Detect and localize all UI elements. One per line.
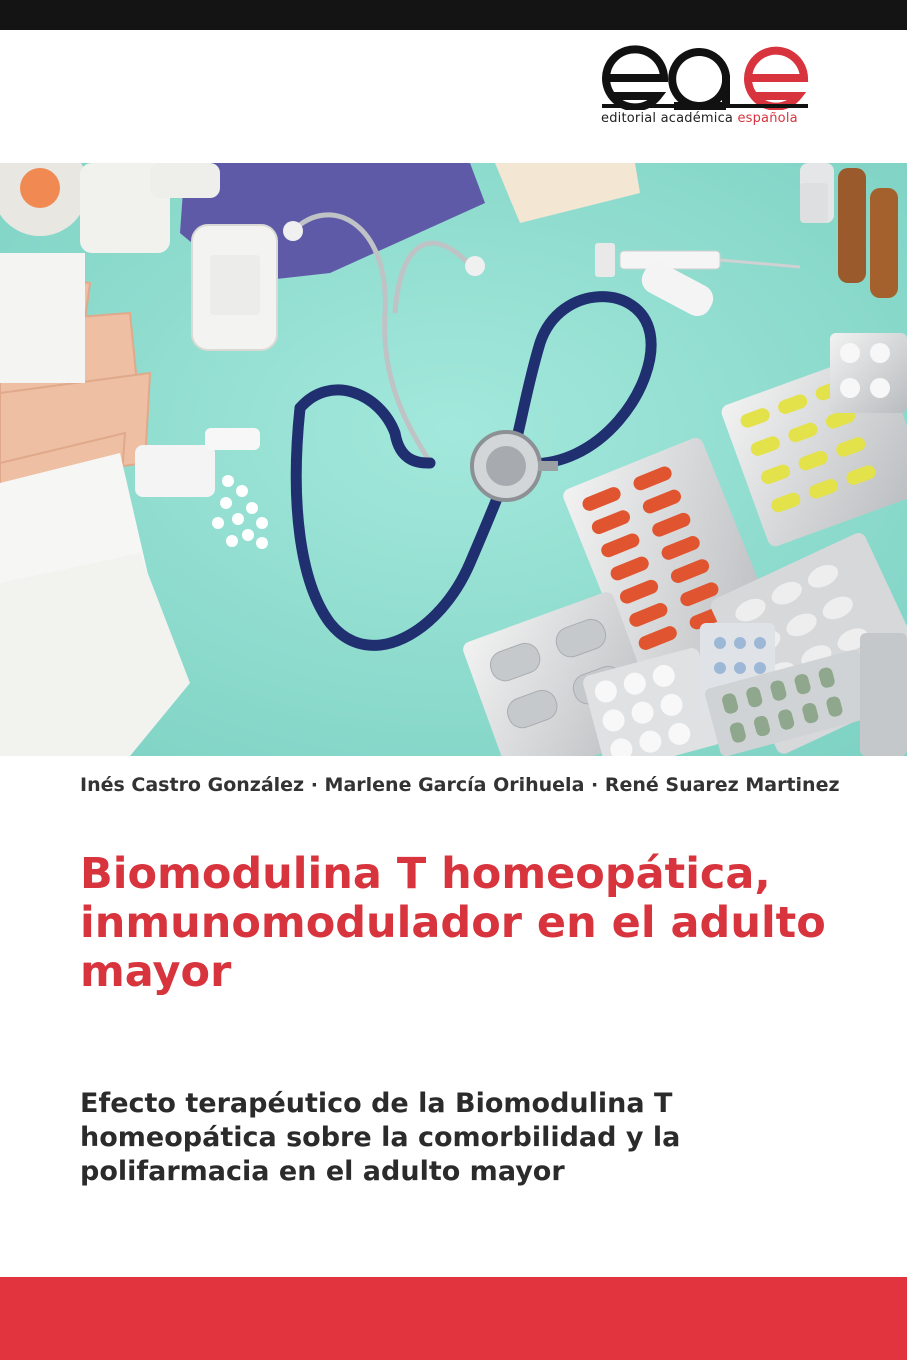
medical-supplies-photo-icon <box>0 163 907 756</box>
publisher-name: editorial académica española <box>601 111 798 126</box>
eae-logo-icon <box>598 42 813 110</box>
cover-photo <box>0 163 907 756</box>
top-bar <box>0 0 907 30</box>
book-subtitle: Efecto terapéutico de la Biomodulina T homeopática sobre la comorbilidad y la polifarmacia en el adulto mayor <box>80 1088 681 1187</box>
publisher-logo <box>598 42 813 132</box>
authors: Inés Castro González · Marlene García Orihuela · René Suarez Martinez <box>80 774 840 796</box>
book-title: Biomodulina T homeopática, inmunomodulador en el adulto mayor <box>80 849 826 997</box>
bottom-bar <box>0 1277 907 1360</box>
